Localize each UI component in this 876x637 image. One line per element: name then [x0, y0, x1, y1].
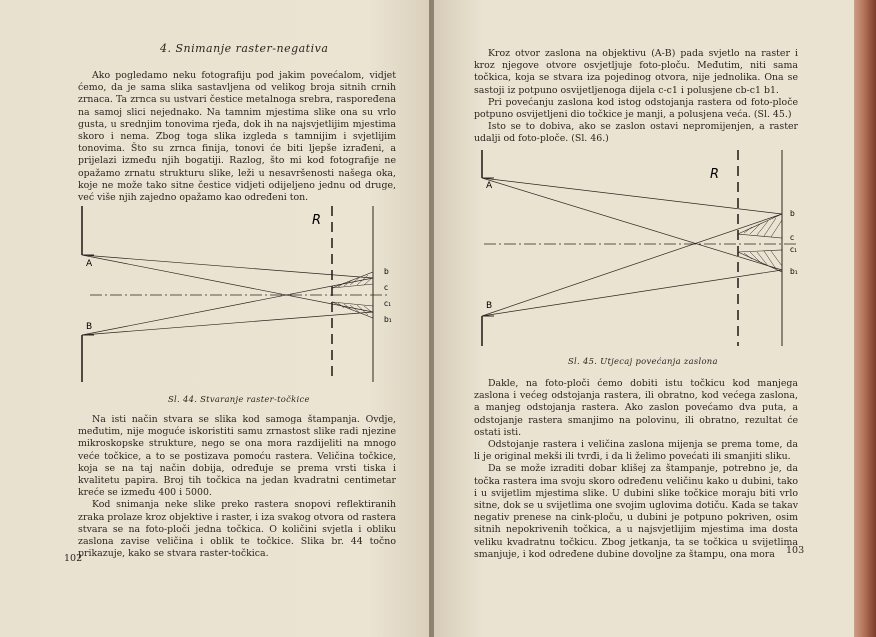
right-text-bottom: [474, 378, 798, 561]
left-text-bottom: [78, 414, 396, 560]
paragraph: Kroz otvor zaslona na objektivu (A-B) pada svjetlo na raster i kroz njegove otvore osvjetljuje foto-ploču. Međutim, niti sama točkica, koja se stvara iza pojedinog otvora, nije jednolika. Ona se sastoji iz potpuno osvijetljenoga dijela c-c1 i polusjene cb-c1 b1.: [474, 48, 798, 96]
page-number-right: 103: [786, 545, 805, 556]
right-text-top: [474, 48, 798, 146]
paragraph: Na isti način stvara se slika kod samoga štampanja. Ovdje, međutim, nije moguće iskoristiti samu zrnastost slike radi njezine mikroskopske strukture, nego se ona mora razdijeliti na mnogo veće točkice, a to se postizava pomoću rastera. Veličina točkice, koja se na taj način dobija, određuje se prema vrsti tiska i kvalitetu papira. Broj tih točkica na jedan kvadratni centimetar kreće se između 400 i 5000.: [78, 414, 396, 499]
label-A: A: [86, 259, 93, 269]
paragraph: Odstojanje rastera i veličina zaslona mijenja se prema tome, da li je original mekši ili tvrđi, i da li želimo povećati ili smanjiti sliku.: [474, 439, 798, 463]
section-heading: 4. Snimanje raster-negativa: [160, 42, 329, 55]
label-c: c: [790, 233, 795, 242]
figure-44-caption: Sl. 44. Stvaranje raster-točkice: [168, 394, 310, 404]
left-text-top: [78, 70, 396, 204]
label-A: A: [486, 181, 493, 191]
label-c1: c₁: [790, 245, 798, 254]
label-b1: b₁: [384, 315, 392, 324]
label-b1: b₁: [790, 267, 798, 276]
label-R: R: [312, 213, 322, 228]
paragraph: Dakle, na foto-ploči ćemo dobiti istu točkicu kod manjega zaslona i većeg odstojanja rastera, ili obratno, kod većega zaslona, a manjeg odstojanja rastera. Ako zaslon povećamo dva puta, a odstojanje rastera smanjimo na polovinu, ili obratno, rezultat će ostati isti.: [474, 378, 798, 438]
label-R: R: [710, 167, 720, 182]
label-B: B: [86, 322, 93, 332]
label-c: c: [384, 283, 389, 292]
label-B: B: [486, 301, 493, 311]
label-c1: c₁: [384, 299, 392, 308]
figure-45-diagram: [470, 148, 810, 348]
figure-44-diagram: [70, 200, 400, 385]
paragraph: Kod snimanja neke slike preko rastera snopovi reflektiranih zraka prolaze kroz objektive i raster, i iza svakog otvora od rastera stvara se na foto-ploči jedna točkica. O količini svjetla i obliku zaslona zavise veličina i oblik te točkice. Slika br. 44 točno prikazuje, kako se stvara raster-točkica.: [78, 499, 396, 560]
label-b: b: [384, 267, 389, 276]
label-b: b: [790, 209, 795, 218]
paragraph: Pri povećanju zaslona kod istog odstojanja rastera od foto-ploče potpuno osvijetljeni dio točkice je manji, a polusjena veća. (Sl. 45.): [474, 96, 798, 121]
paragraph: Isto se to dobiva, ako se zaslon ostavi nepromijenjen, a raster udalji od foto-ploče. (Sl. 46.): [474, 121, 798, 145]
page-number-left: 102: [64, 553, 83, 564]
paragraph: Ako pogledamo neku fotografiju pod jakim povećalom, vidjet ćemo, da je sama slika sastavljena od velikog broja sitnih crnih zrnaca. Ta zrnca su ustvari čestice metalnoga srebra, raspoređena na samoj slici nejednako. Na tamnim mjestima slike ona su vrlo gusta, u srednjim tonovima rjeđa, dok ih na najsvjetlijim mjestima skoro i nema. Zbog toga slika izgleda s tamnijim i svjetlijim tonovima. Što su zrnca finija, tonovi će biti ljepše izrađeni, a prijelazi između njih bogatiji. Razlog, što mi kod fotografije ne opažamo zrnatu strukturu slike, leži u nesavršenosti našega oka, koje ne može tako sitne čestice vidjeti odijeljeno jednu od druge, već više njih zajedno opažamo kao određeni ton.: [78, 70, 396, 204]
book-cover-edge: [854, 0, 876, 637]
paragraph: Da se može izraditi dobar klišej za štampanje, potrebno je, da točka rastera ima svoju skoro određenu veličinu kako u dubini, tako i u svijetlim mjestima slike. U dubini slike točkice moraju biti vrlo sitne, dok se u svijetlima one svojim uglovima dotiču. Kada se takav negativ prenese na cink-ploču, u dubini je potpuno pokriven, osim sitnih nepokrivenih točkica, a u najsvjetlijim mjestima ima dosta veliku kvadratnu točkicu. Zbog jetkanja, ta se točkica u svijetlima smanjuje, i kod određene dubine dovoljne za štampu, ona mora: [474, 463, 798, 560]
figure-45-caption: Sl. 45. Utjecaj povećanja zaslona: [568, 356, 718, 366]
